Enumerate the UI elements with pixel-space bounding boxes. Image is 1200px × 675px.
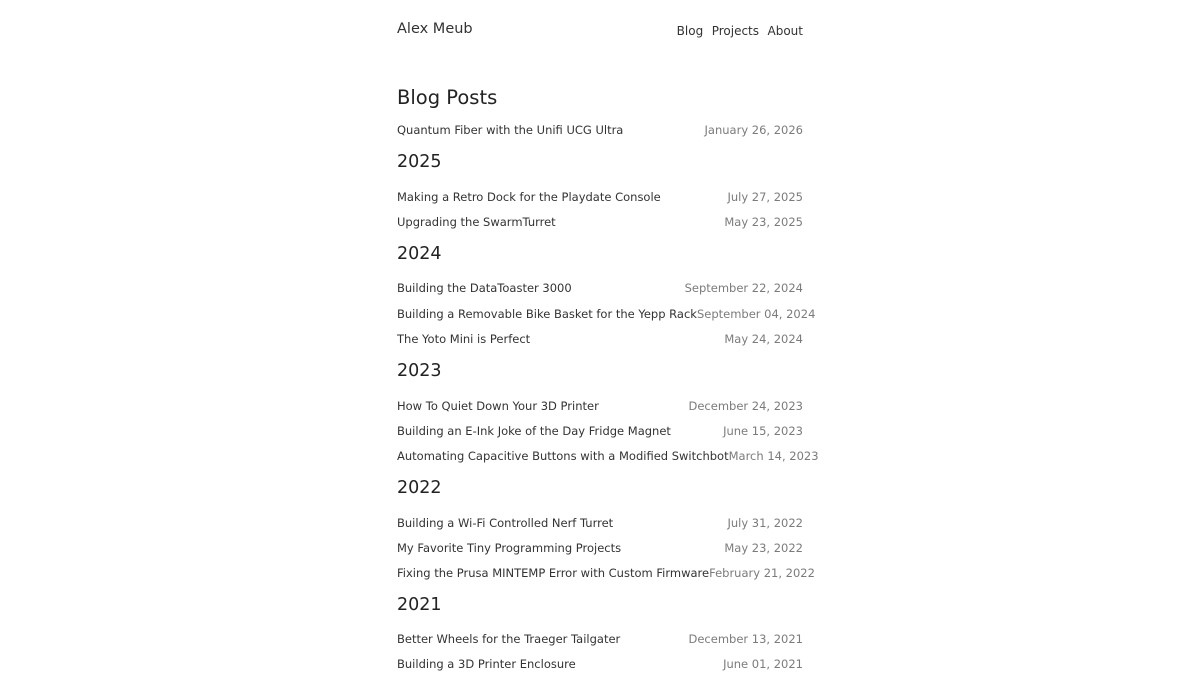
post-title-link[interactable]: Building a Wi-Fi Controlled Nerf Turret bbox=[397, 516, 614, 530]
page-container bbox=[397, 0, 819, 671]
year-heading: 2023 bbox=[397, 361, 442, 381]
post-title-link[interactable]: Upgrading the SwarmTurret bbox=[397, 215, 556, 229]
post-date: May 23, 2022 bbox=[724, 541, 803, 555]
post-row bbox=[397, 121, 803, 139]
main-nav bbox=[677, 24, 803, 38]
post-row bbox=[397, 330, 803, 348]
post-date: July 31, 2022 bbox=[727, 516, 803, 530]
site-title-link[interactable]: Alex Meub bbox=[397, 21, 473, 37]
nav-about-link[interactable]: About bbox=[767, 24, 803, 38]
site-header bbox=[397, 0, 803, 60]
post-date: June 01, 2021 bbox=[723, 657, 803, 671]
post-title-link[interactable]: How To Quiet Down Your 3D Printer bbox=[397, 399, 599, 413]
post-title-link[interactable]: Building an E-Ink Joke of the Day Fridge Magnet bbox=[397, 424, 671, 438]
post-title-link[interactable]: The Yoto Mini is Perfect bbox=[397, 332, 531, 346]
post-title-link[interactable]: Building the DataToaster 3000 bbox=[397, 281, 572, 295]
post-date: July 27, 2025 bbox=[727, 190, 803, 204]
post-row bbox=[397, 305, 816, 323]
post-row bbox=[397, 447, 819, 465]
post-date: December 13, 2021 bbox=[688, 632, 803, 646]
post-date: September 22, 2024 bbox=[684, 281, 803, 295]
year-heading: 2025 bbox=[397, 152, 442, 172]
post-row bbox=[397, 397, 803, 415]
post-row bbox=[397, 514, 803, 532]
page-title: Blog Posts bbox=[397, 86, 498, 109]
post-row bbox=[397, 422, 803, 440]
post-row bbox=[397, 213, 803, 231]
post-title-link[interactable]: Building a Removable Bike Basket for the Yepp Rack bbox=[397, 307, 697, 321]
post-date: January 26, 2026 bbox=[704, 123, 803, 137]
post-row bbox=[397, 564, 815, 582]
post-date: February 21, 2022 bbox=[709, 566, 815, 580]
post-title-link[interactable]: Making a Retro Dock for the Playdate Console bbox=[397, 190, 661, 204]
post-row bbox=[397, 279, 803, 297]
post-title-link[interactable]: My Favorite Tiny Programming Projects bbox=[397, 541, 622, 555]
post-date: September 04, 2024 bbox=[696, 307, 816, 321]
post-row bbox=[397, 630, 803, 648]
year-heading: 2024 bbox=[397, 244, 442, 264]
post-row bbox=[397, 655, 803, 673]
post-date: March 14, 2023 bbox=[728, 449, 819, 463]
nav-blog-link[interactable]: Blog bbox=[676, 24, 704, 38]
nav-projects-link[interactable]: Projects bbox=[711, 24, 760, 38]
post-row bbox=[397, 188, 803, 206]
post-date: May 23, 2025 bbox=[724, 215, 803, 229]
post-title-link[interactable]: Automating Capacitive Buttons with a Modified Switchbot bbox=[397, 449, 729, 463]
year-heading: 2022 bbox=[397, 478, 442, 498]
post-title-link[interactable]: Building a 3D Printer Enclosure bbox=[397, 657, 576, 671]
post-title-link[interactable]: Better Wheels for the Traeger Tailgater bbox=[397, 632, 621, 646]
post-row bbox=[397, 539, 803, 557]
post-date: June 15, 2023 bbox=[723, 424, 803, 438]
post-title-link[interactable]: Quantum Fiber with the Unifi UCG Ultra bbox=[397, 123, 624, 137]
post-date: December 24, 2023 bbox=[688, 399, 803, 413]
post-date: May 24, 2024 bbox=[724, 332, 803, 346]
post-title-link[interactable]: Fixing the Prusa MINTEMP Error with Custom Firmware bbox=[397, 566, 710, 580]
year-heading: 2021 bbox=[397, 595, 442, 615]
